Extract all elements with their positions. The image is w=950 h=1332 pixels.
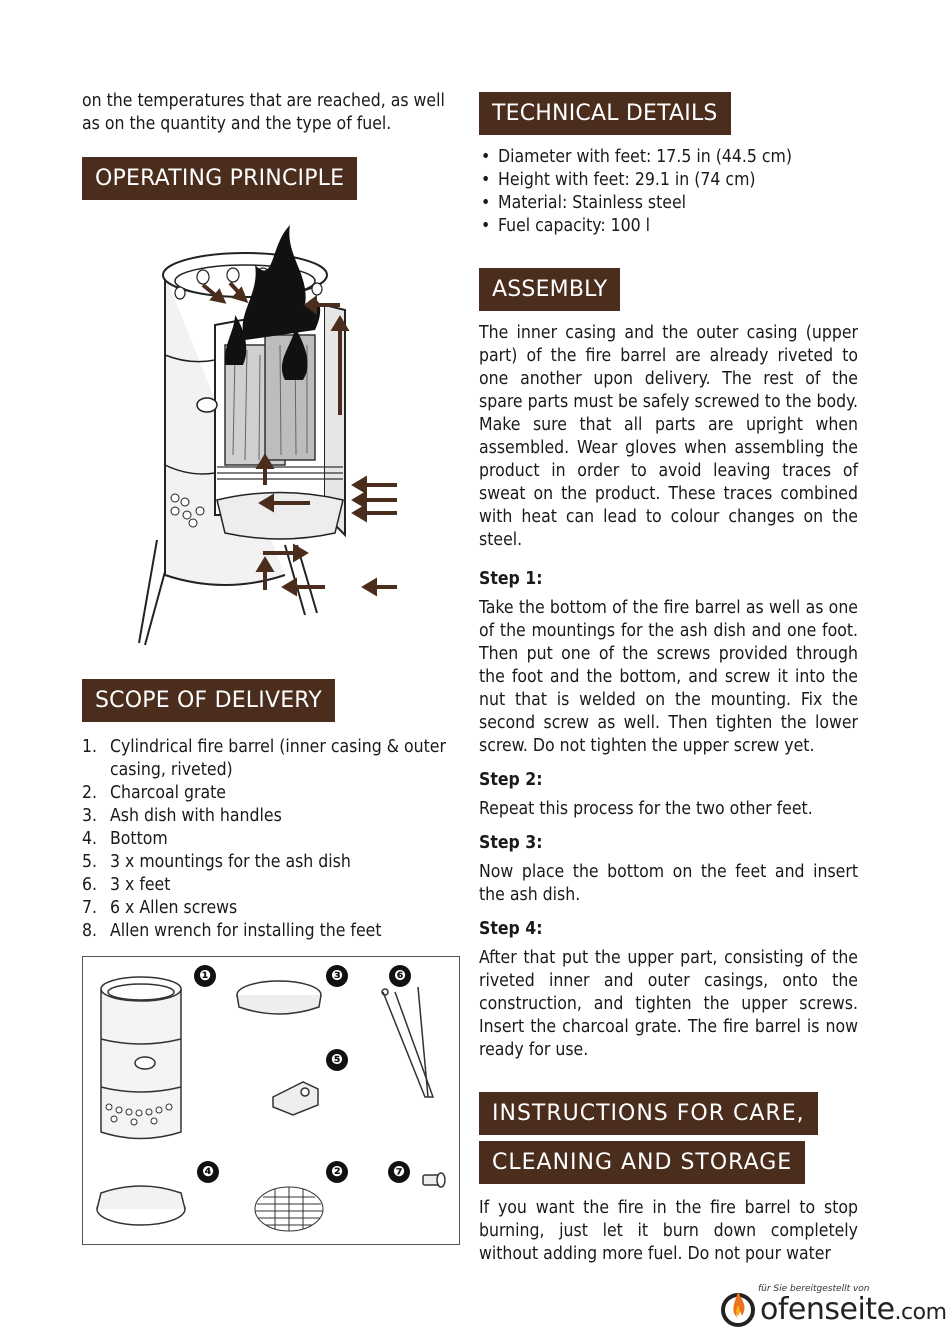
step-1-title: Step 1:	[479, 569, 543, 589]
screw-part	[423, 1173, 445, 1187]
list-item: 5. 3 x mountings for the ash dish	[82, 852, 351, 872]
list-item: • Material: Stainless steel	[479, 192, 858, 215]
list-item: • Fuel capacity: 100 l	[479, 215, 858, 238]
grate-part	[255, 1187, 323, 1231]
care-heading-line-2: CLEANING AND STORAGE	[479, 1141, 805, 1184]
care-paragraph: If you want the fire in the fire barrel to stop burning, just let it burn down completely without adding more fuel. Do not pour water	[479, 1198, 858, 1264]
part-number-3-badge: ❸	[326, 965, 348, 987]
care-heading-line-1: INSTRUCTIONS FOR CARE,	[479, 1092, 818, 1135]
technical-details-list	[479, 146, 858, 238]
delivery-list	[82, 736, 464, 943]
foot-part	[382, 987, 433, 1097]
list-item: • Diameter with feet: 17.5 in (44.5 cm)	[479, 146, 858, 169]
assembly-heading: ASSEMBLY	[479, 268, 620, 311]
left-column	[82, 90, 464, 200]
part-number-7-badge: ❼	[388, 1161, 410, 1183]
list-item: 3. Ash dish with handles	[82, 806, 282, 826]
part-number-5-badge: ❺	[326, 1049, 348, 1071]
care-heading-block	[479, 1092, 858, 1184]
technical-details-heading: TECHNICAL DETAILS	[479, 92, 731, 135]
mounting-part	[273, 1082, 318, 1115]
step-3-title: Step 3:	[479, 833, 543, 853]
flame-logo-icon	[720, 1286, 756, 1328]
footer-brand: ofenseite.com	[760, 1292, 947, 1327]
step-4-title: Step 4:	[479, 919, 543, 939]
intro-paragraph: on the temperatures that are reached, as well as on the quantity and the type of fuel.	[82, 91, 445, 134]
right-column	[479, 90, 858, 1266]
ash-dish-part	[237, 981, 321, 1014]
operating-principle-heading: OPERATING PRINCIPLE	[82, 157, 357, 200]
parts-diagram	[82, 956, 460, 1245]
list-item: • Height with feet: 29.1 in (74 cm)	[479, 169, 858, 192]
fire-barrel-illustration	[135, 215, 410, 655]
part-number-2-badge: ❷	[326, 1161, 348, 1183]
scope-of-delivery-heading: SCOPE OF DELIVERY	[82, 679, 335, 722]
list-item: 1. Cylindrical fire barrel (inner casing & outer casing, riveted)	[82, 737, 446, 780]
step-2-title: Step 2:	[479, 770, 543, 790]
step-3-text: Now place the bottom on the feet and insert the ash dish.	[479, 862, 858, 905]
list-item: 6. 3 x feet	[82, 875, 171, 895]
list-item: 4. Bottom	[82, 829, 168, 849]
assembly-paragraph: The inner casing and the outer casing (upper part) of the fire barrel are already riveted to one another upon delivery. The rest of the spare parts must be safely screwed to the body. Make sure that all parts are upright when assembled. Wear gloves when assembling the product in order to avoid leaving traces of sweat on the product. These traces combined with heat can lead to colour changes on the steel.	[479, 323, 858, 550]
part-number-4-badge: ❹	[197, 1161, 219, 1183]
barrel-part	[101, 977, 181, 1139]
step-2-text: Repeat this process for the two other feet.	[479, 799, 813, 819]
list-item: 8. Allen wrench for installing the feet	[82, 921, 382, 941]
parts-drawing	[83, 957, 459, 1244]
part-number-1-badge: ❶	[194, 965, 216, 987]
list-item: 2. Charcoal grate	[82, 783, 226, 803]
footer-tagline: für Sie bereitgestellt von	[758, 1284, 870, 1294]
step-1-text: Take the bottom of the fire barrel as well as one of the mountings for the ash dish and one foot. Then put one of the screws provided through the foot and the bottom, and screw it into the nut that is welded on the mounting. Fix the second screw as well. Then tighten the lower screw. Do not tighten the upper screw yet.	[479, 598, 858, 756]
bottom-part	[97, 1186, 185, 1225]
step-4-text: After that put the upper part, consisting of the riveted inner and outer casings, onto the construction, and tighten the upper screws. Insert the charcoal grate. The fire barrel is now ready for use.	[479, 948, 858, 1060]
part-number-6-badge: ❻	[389, 965, 411, 987]
list-item: 7. 6 x Allen screws	[82, 898, 238, 918]
